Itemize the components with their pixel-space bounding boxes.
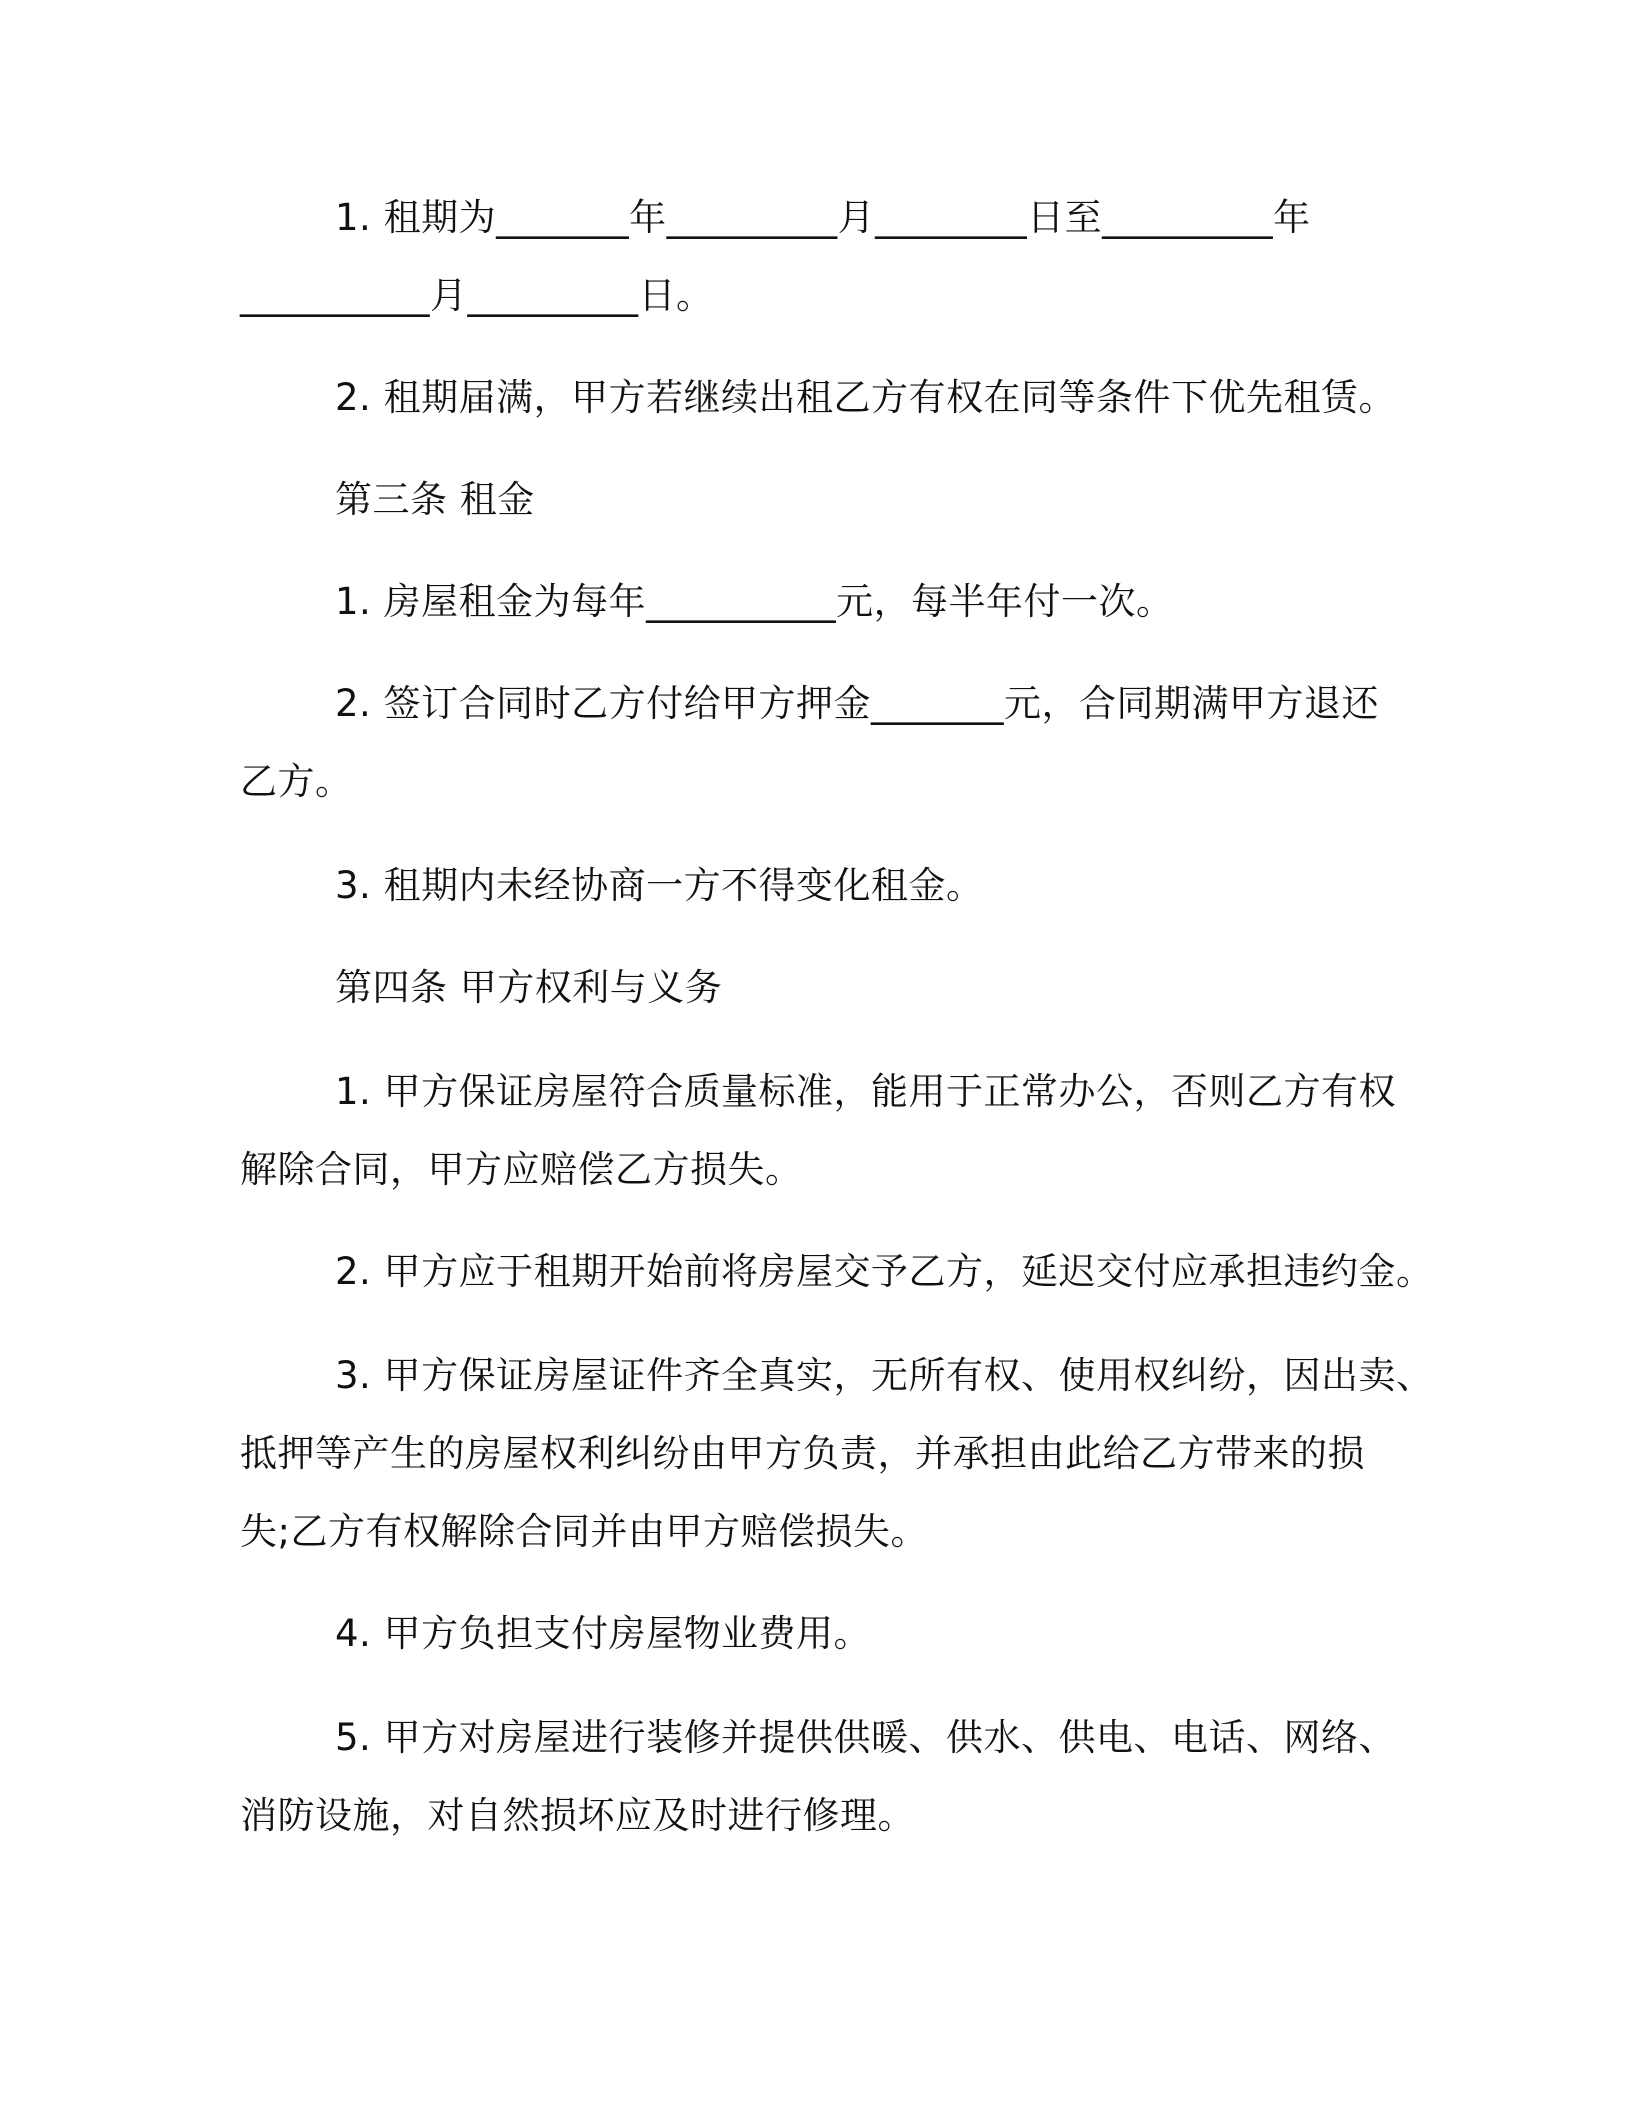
landlord-clause-1-line-1: 1. 甲方保证房屋符合质量标准，能用于正常办公，否则乙方有权 (335, 1070, 1397, 1113)
section-heading-rent: 第三条 租金 (335, 478, 535, 521)
landlord-clause-3-line-3: 失;乙方有权解除合同并由甲方赔偿损失。 (240, 1510, 928, 1553)
landlord-clause-2: 2. 甲方应于租期开始前将房屋交予乙方，延迟交付应承担违约金。 (335, 1250, 1434, 1293)
deposit-clause-line-2: 乙方。 (240, 760, 353, 803)
deposit-clause-line-1: 2. 签订合同时乙方付给甲方押金_______元，合同期满甲方退还 (335, 682, 1380, 725)
landlord-clause-4: 4. 甲方负担支付房屋物业费用。 (335, 1612, 872, 1655)
rent-clause-3: 3. 租期内未经协商一方不得变化租金。 (335, 864, 984, 907)
rent-clause-1: 1. 房屋租金为每年__________元，每半年付一次。 (335, 580, 1174, 623)
lease-term-line-1: 1. 租期为_______年_________月________日至_________年 (335, 196, 1311, 239)
landlord-clause-3-line-1: 3. 甲方保证房屋证件齐全真实，无所有权、使用权纠纷，因出卖、 (335, 1354, 1434, 1397)
landlord-clause-1-line-2: 解除合同，甲方应赔偿乙方损失。 (240, 1148, 803, 1191)
lease-renewal-clause: 2. 租期届满，甲方若继续出租乙方有权在同等条件下优先租赁。 (335, 376, 1397, 419)
section-heading-landlord-duties: 第四条 甲方权利与义务 (335, 966, 723, 1009)
landlord-clause-5-line-1: 5. 甲方对房屋进行装修并提供供暖、供水、供电、电话、网络、 (335, 1716, 1397, 1759)
landlord-clause-3-line-2: 抵押等产生的房屋权利纠纷由甲方负责，并承担由此给乙方带来的损 (240, 1432, 1365, 1475)
landlord-clause-5-line-2: 消防设施，对自然损坏应及时进行修理。 (240, 1794, 915, 1837)
lease-term-line-2: __________月_________日。 (240, 274, 714, 317)
